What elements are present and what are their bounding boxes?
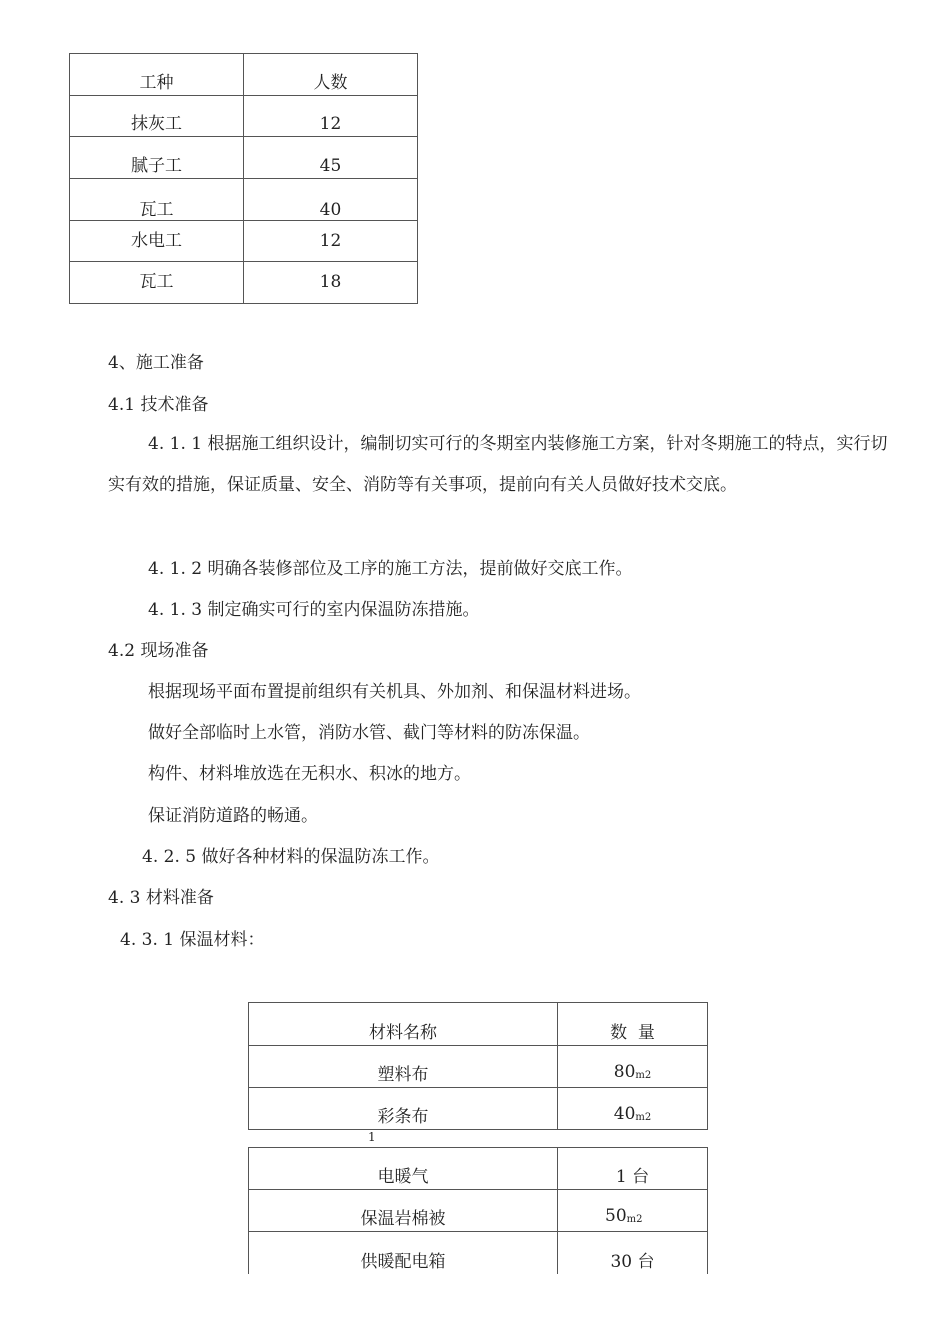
section-4-3-1-heading: 4. 3. 1 保温材料： [120, 930, 265, 950]
material-header-name: 材料名称 [249, 1003, 558, 1046]
material-cell-qty [558, 1190, 708, 1232]
qty-unit: m2 [626, 1214, 643, 1225]
labor-cell-count: 12 [244, 221, 418, 262]
material-cell-name: 保温岩棉被 [249, 1190, 558, 1232]
page-number: 1 [368, 1130, 376, 1144]
material-cell-name: 供暖配电箱 [249, 1232, 558, 1274]
labor-cell-trade: 瓦工 [70, 262, 244, 304]
qty-value: 50 [605, 1206, 627, 1226]
qty-value: 40 [613, 1104, 636, 1124]
material-cell-name: 塑料布 [249, 1046, 558, 1088]
section-4-3-heading: 4. 3 材料准备 [108, 888, 214, 908]
material-cell-qty: 30 台 [558, 1232, 708, 1274]
material-cell-name: 电暖气 [249, 1148, 558, 1190]
labor-cell-count: 12 [244, 96, 418, 137]
section-4-heading: 4、施工准备 [108, 353, 204, 373]
paragraph-4-2-1: 根据现场平面布置提前组织有关机具、外加剂、和保温材料进场。 [148, 682, 641, 702]
section-4-2-heading: 4.2 现场准备 [108, 641, 209, 661]
labor-cell-count: 40 [244, 179, 418, 221]
labor-cell-count: 18 [244, 262, 418, 304]
paragraph-4-1-3: 4. 1. 3 制定确实可行的室内保温防冻措施。 [148, 600, 480, 620]
qty-value: 80 [613, 1062, 636, 1082]
material-table-part1 [248, 1002, 708, 1130]
paragraph-4-2-2: 做好全部临时上水管，消防水管、截门等材料的防冻保温。 [148, 723, 590, 743]
material-cell-qty [558, 1046, 708, 1088]
material-header-qty: 数 量 [558, 1003, 708, 1046]
labor-cell-trade: 抹灰工 [70, 96, 244, 137]
material-table-part2 [248, 1147, 708, 1274]
paragraph-4-2-5: 4. 2. 5 做好各种材料的保温防冻工作。 [142, 847, 440, 867]
paragraph-4-2-3: 构件、材料堆放选在无积水、积冰的地方。 [148, 764, 471, 784]
labor-cell-trade: 腻子工 [70, 137, 244, 179]
labor-header-trade: 工种 [70, 54, 244, 96]
paragraph-4-2-4: 保证消防道路的畅通。 [148, 806, 318, 826]
paragraph-4-1-2: 4. 1. 2 明确各装修部位及工序的施工方法，提前做好交底工作。 [148, 559, 633, 579]
material-cell-qty: 1 台 [558, 1148, 708, 1190]
material-cell-name: 彩条布 [249, 1088, 558, 1130]
labor-header-count: 人数 [244, 54, 418, 96]
labor-cell-trade: 水电工 [70, 221, 244, 262]
section-4-1-heading: 4.1 技术准备 [108, 395, 209, 415]
qty-unit: m2 [635, 1070, 652, 1081]
labor-cell-trade: 瓦工 [70, 179, 244, 221]
material-cell-qty [558, 1088, 708, 1130]
labor-table [69, 53, 418, 304]
paragraph-4-1-1: 4. 1. 1 根据施工组织设计，编制切实可行的冬期室内装修施工方案，针对冬期施工的特点，实行切实有效的措施，保证质量、安全、消防等有关事项，提前向有关人员做好技术交底。 [108, 434, 888, 495]
qty-unit: m2 [635, 1112, 652, 1123]
labor-cell-count: 45 [244, 137, 418, 179]
